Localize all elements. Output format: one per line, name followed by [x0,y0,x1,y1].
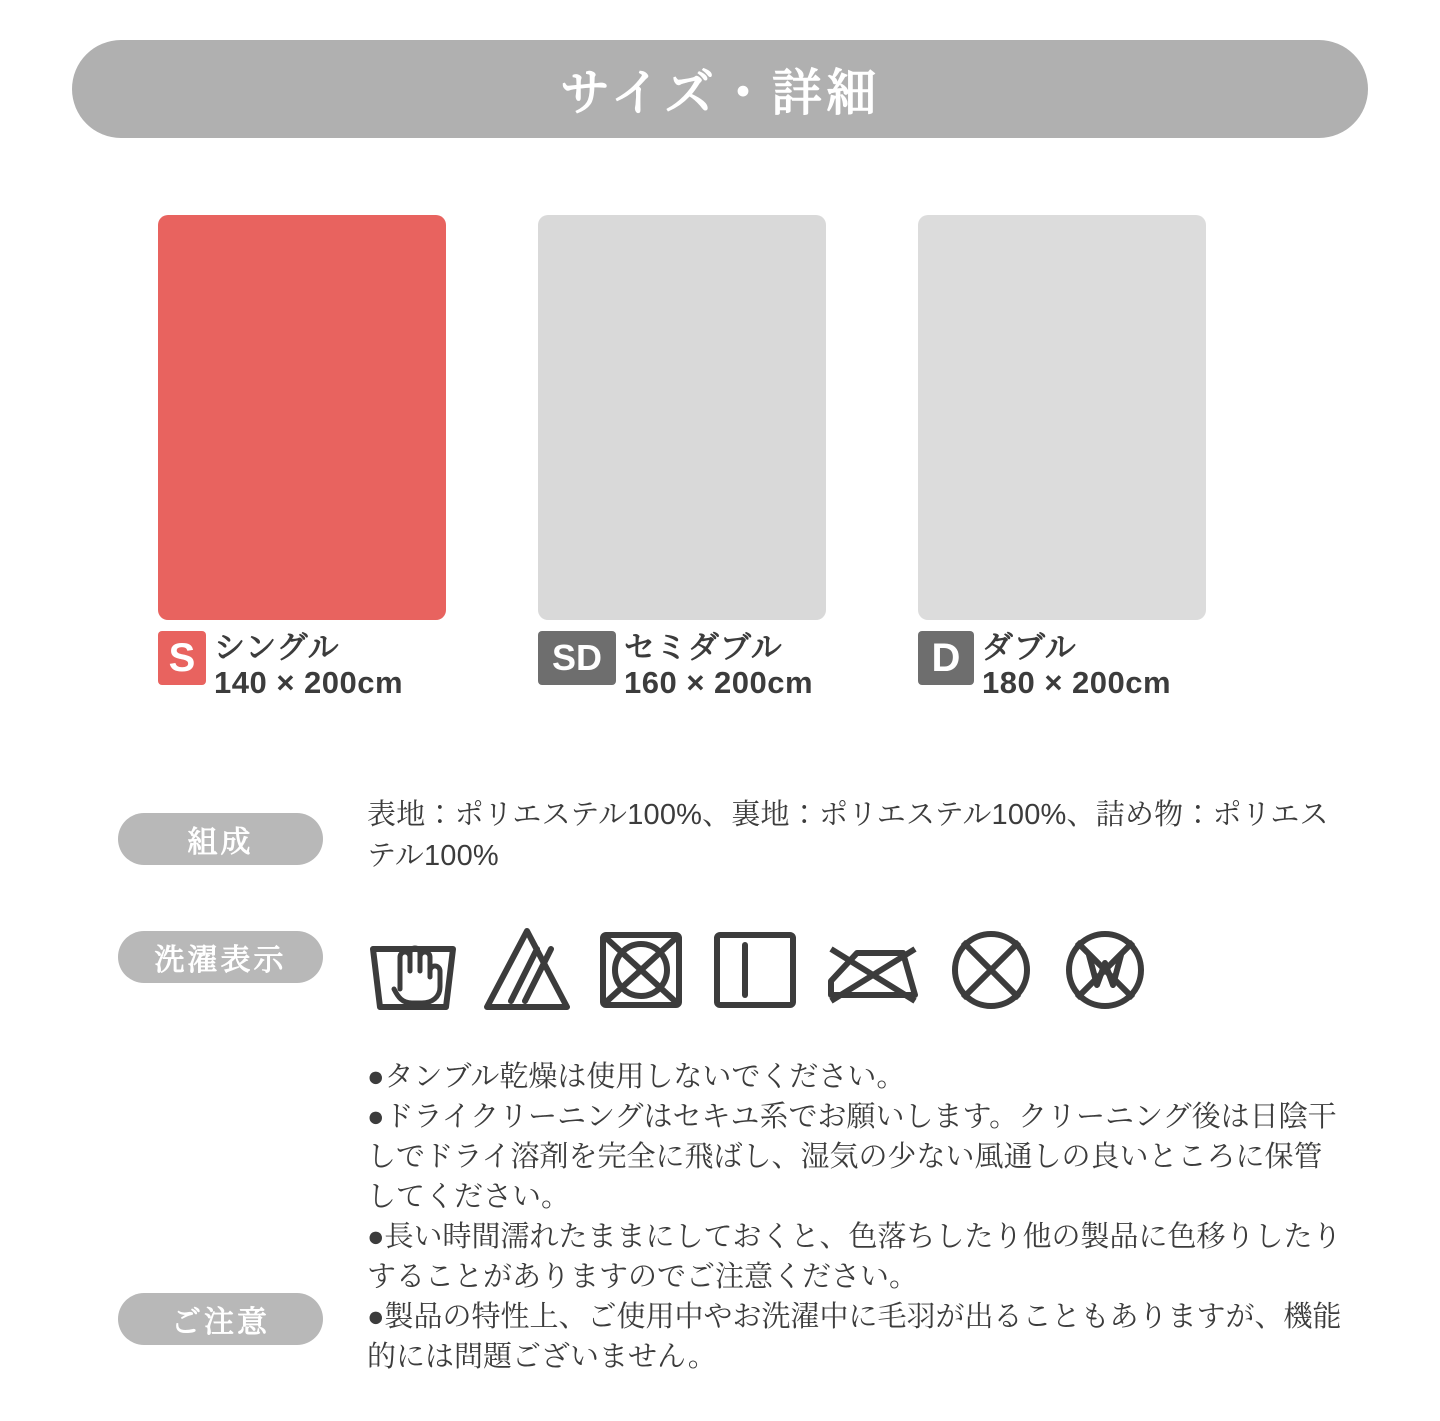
size-name-double: ダブル [982,630,1077,665]
no-iron-icon [823,923,923,1013]
size-chip-d: D [918,631,974,685]
no-tumble-dry-icon [595,923,687,1013]
size-name-semidouble: セミダブル [624,630,783,665]
no-dry-clean-icon [945,923,1037,1013]
page-title: サイズ・詳細 [560,65,880,121]
bleach-triangle-icon [481,923,573,1013]
detail-row-composition [118,795,1348,877]
detail-row-care [118,921,1348,1013]
care-symbol-list [367,923,1348,1013]
line-dry-icon [709,923,801,1013]
hand-wash-icon [367,923,459,1013]
product-details [118,795,1348,1421]
size-swatch-double[interactable] [918,215,1206,620]
size-option-semidouble[interactable] [538,215,826,700]
composition-text: 表地：ポリエステル100%、裏地：ポリエステル100%、詰め物：ポリエステル100% [367,799,1329,873]
notes-list [367,1057,1348,1377]
note-line: ●タンブル乾燥は使用しないでください。 [367,1061,906,1094]
size-swatch-semidouble[interactable] [538,215,826,620]
size-option-double[interactable] [918,215,1206,700]
size-label-semidouble [538,631,826,700]
note-line: ●ドライクリーニングはセキユ系でお願いします。クリーニング後は日陰干しでドライ溶剤を完全に飛ばし、湿気の少ない風通しの良いところに保管してください。 [367,1101,1337,1214]
section-header-banner [72,40,1368,138]
size-options [158,215,1308,700]
size-label-single [158,631,446,700]
size-swatch-single[interactable] [158,215,446,620]
label-composition: 組成 [118,813,323,865]
size-label-double [918,631,1206,700]
detail-row-notes [118,1057,1348,1377]
size-chip-s: S [158,631,206,685]
note-line: ●長い時間濡れたままにしておくと、色落ちしたり他の製品に色移りしたりすることがありますのでご注意ください。 [367,1221,1342,1294]
size-option-single[interactable] [158,215,446,700]
label-care: 洗濯表示 [118,931,323,983]
size-dimensions-semidouble: 160 × 200cm [624,664,814,700]
note-line: ●製品の特性上、ご使用中やお洗濯中に毛羽が出ることもありますが、機能的には問題ございません。 [367,1301,1342,1374]
dry-clean-petroleum-restricted-icon [1059,923,1151,1013]
size-dimensions-double: 180 × 200cm [982,664,1172,700]
size-name-single: シングル [214,630,340,665]
size-chip-sd: SD [538,631,616,685]
size-dimensions-single: 140 × 200cm [214,664,404,700]
label-notes: ご注意 [118,1293,323,1345]
